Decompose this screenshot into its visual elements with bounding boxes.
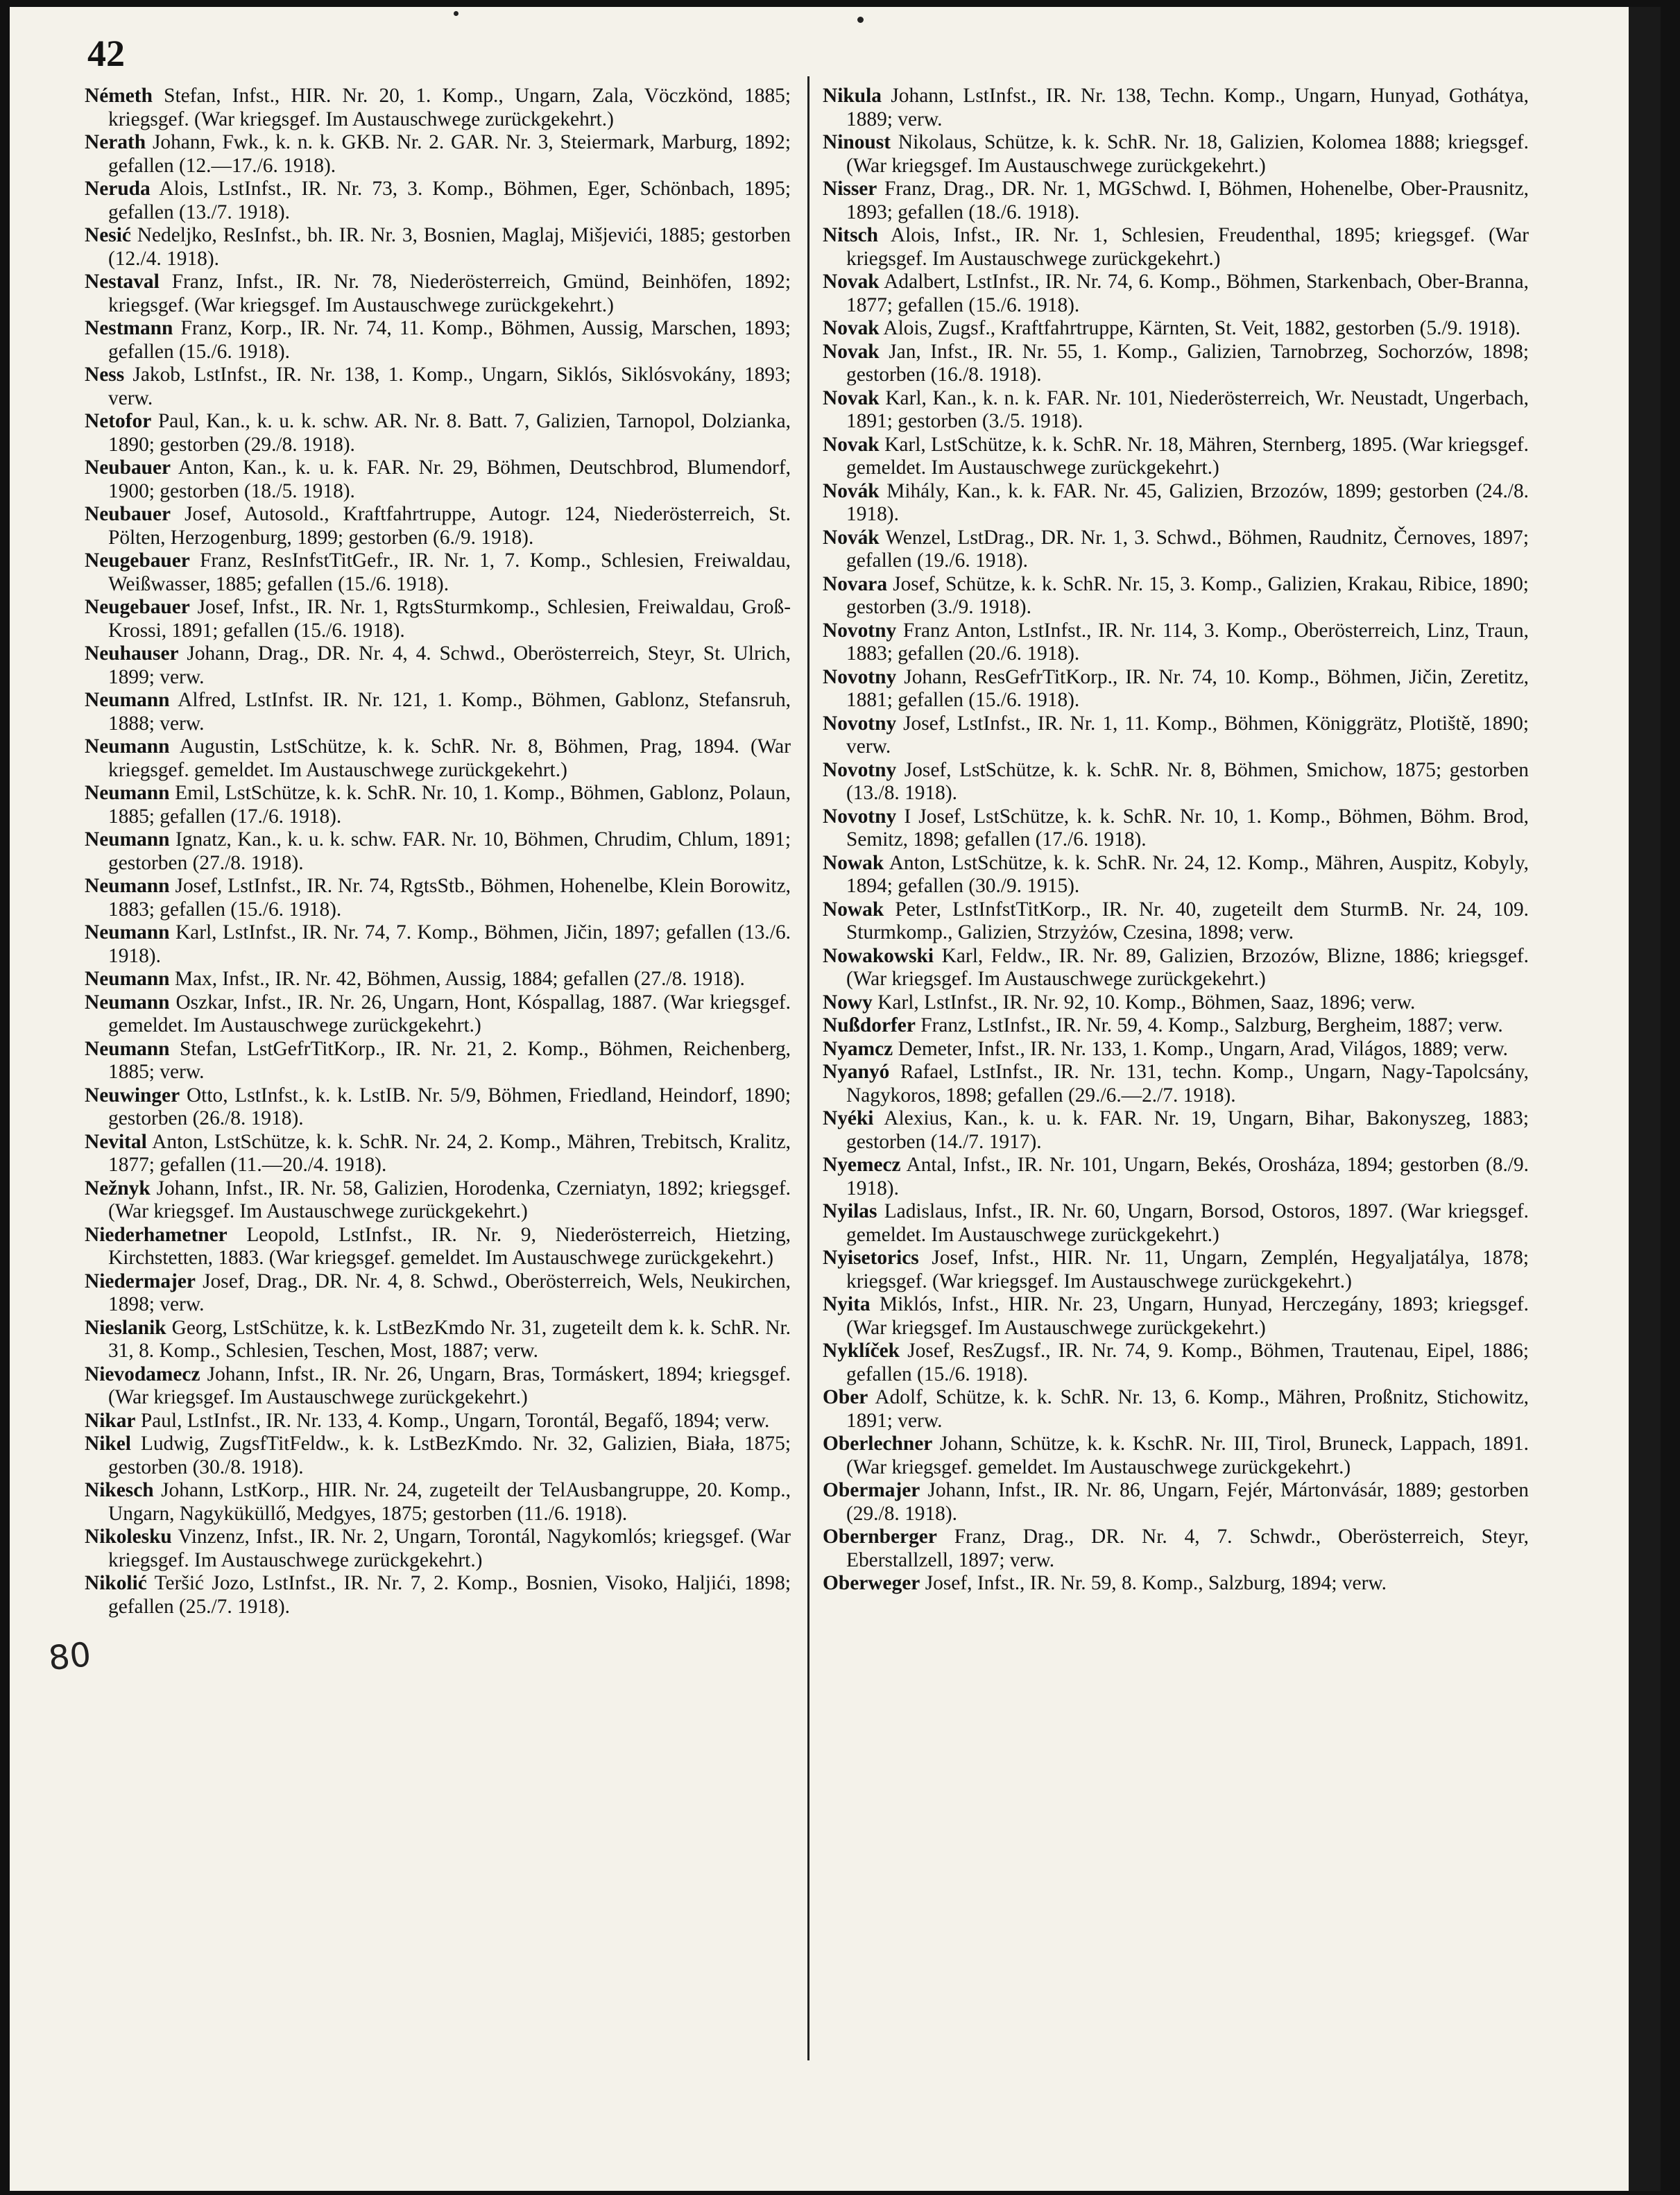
entry-surname: Neumann bbox=[85, 875, 170, 897]
entry-surname: Nyamcz bbox=[823, 1037, 893, 1060]
entry-details: Mihály, Kan., k. k. FAR. Nr. 45, Galizien, Brzozów, 1899; gestorben (24./8. 1918). bbox=[846, 479, 1529, 525]
entry-details: Franz, Korp., IR. Nr. 74, 11. Komp., Böhmen, Aussig, Marschen, 1893; gefallen (15./6. 1918). bbox=[108, 317, 791, 363]
register-entry bbox=[85, 991, 791, 1038]
entry-surname: Nestmann bbox=[85, 317, 173, 339]
scan-speck bbox=[857, 17, 864, 23]
entry-surname: Nyklíček bbox=[823, 1340, 900, 1362]
entry-surname: Nyita bbox=[823, 1293, 871, 1315]
entry-details: Oszkar, Infst., IR. Nr. 26, Ungarn, Hont, Kóspallag, 1887. (War kriegsgef. gemeldet. Im Austauschwege zurückgekehrt.) bbox=[108, 991, 791, 1036]
register-entry bbox=[823, 666, 1529, 712]
entry-details: Johann, Fwk., k. n. k. GKB. Nr. 2. GAR. Nr. 3, Steiermark, Marburg, 1892; gefallen (12.—17./6. 1918). bbox=[108, 131, 791, 177]
entry-details: Stefan, Infst., HIR. Nr. 20, 1. Komp., Ungarn, Zala, Vöczkönd, 1885; kriegsgef. (War kriegsgef. Im Austauschwege zurückgekehrt.) bbox=[108, 85, 791, 130]
entry-details: Josef, Drag., DR. Nr. 4, 8. Schwd., Oberösterreich, Wels, Neukirchen, 1898; verw. bbox=[108, 1270, 791, 1315]
entry-details: Otto, LstInfst., k. k. LstIB. Nr. 5/9, Böhmen, Friedland, Heindorf, 1890; gestorben (26./8. 1918). bbox=[108, 1084, 791, 1129]
entry-surname: Nisser bbox=[823, 178, 877, 200]
entry-details: Josef, LstSchütze, k. k. SchR. Nr. 8, Böhmen, Smichow, 1875; gestorben (13./8. 1918). bbox=[846, 758, 1529, 804]
register-entry bbox=[85, 317, 791, 364]
entry-details: Max, Infst., IR. Nr. 42, Böhmen, Aussig, 1884; gefallen (27./8. 1918). bbox=[174, 968, 745, 990]
entry-surname: Niederhametner bbox=[85, 1223, 228, 1246]
entry-surname: Nitsch bbox=[823, 224, 879, 246]
register-entry bbox=[823, 434, 1529, 480]
entry-details: Josef, Infst., IR. Nr. 1, RgtsSturmkomp., Schlesien, Freiwaldau, Groß-Krossi, 1891; gefallen (15./6. 1918). bbox=[108, 596, 791, 642]
register-entry bbox=[823, 1293, 1529, 1340]
entry-details: Franz, Drag., DR. Nr. 4, 7. Schwdr., Oberösterreich, Steyr, Eberstallzell, 1897; verw. bbox=[846, 1526, 1529, 1571]
entry-details: Alois, Zugsf., Kraftfahrtruppe, Kärnten, St. Veit, 1882, gestorben (5./9. 1918). bbox=[883, 317, 1520, 339]
register-entry bbox=[823, 85, 1529, 131]
register-entry bbox=[823, 1572, 1529, 1596]
register-entry bbox=[85, 1317, 791, 1363]
register-entry bbox=[823, 852, 1529, 898]
entry-details: Ludwig, ZugsfTitFeldw., k. k. LstBezKmdo. Nr. 32, Galizien, Biała, 1875; gestorben (30./8. 1918). bbox=[108, 1433, 791, 1478]
register-entry bbox=[85, 1177, 791, 1224]
entry-surname: Nikolić bbox=[85, 1572, 147, 1594]
register-entry bbox=[823, 317, 1529, 341]
register-entry bbox=[85, 968, 791, 991]
entry-surname: Nowak bbox=[823, 851, 884, 874]
entry-details: Johann, Infst., IR. Nr. 86, Ungarn, Fejér, Mártonvásár, 1889; gestorben (29./8. 1918). bbox=[846, 1479, 1529, 1525]
register-entry bbox=[85, 549, 791, 596]
entry-details: Vinzenz, Infst., IR. Nr. 2, Ungarn, Torontál, Nagykomlós; kriegsgef. (War kriegsgef. Im Austauschwege zurückgekehrt.) bbox=[108, 1526, 791, 1571]
entry-details: Johann, LstKorp., HIR. Nr. 24, zugeteilt der TelAusbangruppe, 20. Komp., Ungarn, Nagyküküllő, Medgyes, 1875; gestorben (11./6. 1918). bbox=[108, 1479, 791, 1525]
register-entry bbox=[823, 527, 1529, 573]
entry-details: Johann, Infst., IR. Nr. 26, Ungarn, Bras, Tormáskert, 1894; kriegsgef. (War kriegsgef. Im Austauschwege zurückgekehrt.) bbox=[108, 1363, 791, 1408]
scan-edge bbox=[1629, 7, 1661, 2191]
entry-details: Anton, Kan., k. u. k. FAR. Nr. 29, Böhmen, Deutschbrod, Blumendorf, 1900; gestorben (18./5. 1918). bbox=[108, 456, 791, 502]
entry-surname: Neumann bbox=[85, 968, 170, 990]
entry-surname: Neumann bbox=[85, 782, 170, 804]
entry-surname: Neumann bbox=[85, 689, 170, 711]
register-entry bbox=[823, 224, 1529, 271]
register-entry bbox=[85, 828, 791, 875]
entry-details: Franz Anton, LstInfst., IR. Nr. 114, 3. Komp., Oberösterreich, Linz, Traun, 1883; gefallen (20./6. 1918). bbox=[846, 619, 1529, 665]
entry-details: Ignatz, Kan., k. u. k. schw. FAR. Nr. 10, Böhmen, Chrudim, Chlum, 1891; gestorben (27./8. 1918). bbox=[108, 828, 791, 874]
entry-details: Franz, Drag., DR. Nr. 1, MGSchwd. I, Böhmen, Hohenelbe, Ober-Prausnitz, 1893; gefallen (18./6. 1918). bbox=[846, 178, 1529, 223]
entry-details: Josef, ResZugsf., IR. Nr. 74, 9. Komp., Böhmen, Trautenau, Eipel, 1886; gefallen (15./6. 1918). bbox=[846, 1340, 1529, 1385]
entry-surname: Novak bbox=[823, 386, 880, 409]
entry-details: Alfred, LstInfst. IR. Nr. 121, 1. Komp., Böhmen, Gablonz, Stefansruh, 1888; verw. bbox=[108, 689, 791, 735]
entry-surname: Neruda bbox=[85, 178, 151, 200]
entry-details: Johann, Drag., DR. Nr. 4, 4. Schwd., Oberösterreich, Steyr, St. Ulrich, 1899; verw. bbox=[108, 642, 791, 688]
entry-details: Josef, Infst., IR. Nr. 59, 8. Komp., Salzburg, 1894; verw. bbox=[925, 1572, 1387, 1594]
entry-surname: Nikula bbox=[823, 85, 882, 107]
register-entry bbox=[823, 1107, 1529, 1154]
register-entry bbox=[823, 1200, 1529, 1247]
entry-surname: Nikel bbox=[85, 1433, 131, 1455]
register-entry bbox=[85, 1410, 791, 1433]
entry-details: Leopold, LstInfst., IR. Nr. 9, Niederösterreich, Hietzing, Kirchstetten, 1883. (War kriegsgef. gemeldet. Im Austauschwege zurückgekehrt.) bbox=[108, 1223, 791, 1269]
entry-surname: Nyanyó bbox=[823, 1061, 890, 1083]
entry-details: Wenzel, LstDrag., DR. Nr. 1, 3. Schwd., Böhmen, Raudnitz, Černoves, 1897; gefallen (19./6. 1918). bbox=[846, 526, 1529, 572]
entry-surname: Nestaval bbox=[85, 271, 160, 293]
register-entry bbox=[823, 1014, 1529, 1038]
entry-surname: Novotny bbox=[823, 805, 897, 828]
register-entry bbox=[823, 1061, 1529, 1107]
register-entry bbox=[85, 875, 791, 921]
scan-speck bbox=[454, 11, 458, 16]
entry-details: Josef, LstInfst., IR. Nr. 74, RgtsStb., Böhmen, Hohenelbe, Klein Borowitz, 1883; gefallen (15./6. 1918). bbox=[108, 875, 791, 921]
entry-surname: Nyilas bbox=[823, 1200, 877, 1222]
entry-details: Paul, Kan., k. u. k. schw. AR. Nr. 8. Batt. 7, Galizien, Tarnopol, Dolzianka, 1890; gestorben (29./8. 1918). bbox=[108, 410, 791, 456]
register-entry bbox=[823, 945, 1529, 991]
entry-surname: Németh bbox=[85, 85, 153, 107]
register-entry bbox=[823, 898, 1529, 945]
column-divider bbox=[807, 76, 809, 2060]
register-entry bbox=[85, 1038, 791, 1084]
register-entry bbox=[85, 364, 791, 410]
register-entry bbox=[85, 1363, 791, 1410]
entry-details: Peter, LstInfstTitKorp., IR. Nr. 40, zugeteilt dem SturmB. Nr. 24, 109. Sturmkomp., Galizien, Strzyżów, Czesina, 1898; verw. bbox=[846, 898, 1529, 943]
entry-details: Karl, LstInfst., IR. Nr. 92, 10. Komp., Böhmen, Saaz, 1896; verw. bbox=[877, 991, 1416, 1014]
entry-details: Josef, Schütze, k. k. SchR. Nr. 15, 3. Komp., Galizien, Krakau, Ribice, 1890; gestorben (3./9. 1918). bbox=[846, 572, 1529, 618]
entry-details: Georg, LstSchütze, k. k. LstBezKmdo Nr. 31, zugeteilt dem k. k. SchR. Nr. 31, 8. Komp., Schlesien, Teschen, Most, 1887; verw. bbox=[108, 1316, 791, 1362]
entry-surname: Novak bbox=[823, 340, 880, 363]
entry-details: Karl, LstInfst., IR. Nr. 74, 7. Komp., Böhmen, Jičin, 1897; gefallen (13./6. 1918). bbox=[108, 921, 791, 967]
entry-surname: Neumann bbox=[85, 828, 170, 851]
register-entry bbox=[823, 1247, 1529, 1293]
entry-details: Franz, LstInfst., IR. Nr. 59, 4. Komp., Salzburg, Bergheim, 1887; verw. bbox=[920, 1014, 1503, 1036]
entry-details: Franz, Infst., IR. Nr. 78, Niederösterreich, Gmünd, Beinhöfen, 1892; kriegsgef. (War kriegsgef. Im Austauschwege zurückgekehrt.) bbox=[108, 271, 791, 316]
register-entry bbox=[85, 1433, 791, 1479]
entry-surname: Nußdorfer bbox=[823, 1014, 916, 1036]
entry-surname: Novák bbox=[823, 479, 880, 502]
register-entry bbox=[85, 596, 791, 642]
entry-surname: Neuwinger bbox=[85, 1084, 180, 1107]
register-entry bbox=[823, 131, 1529, 178]
entry-surname: Novak bbox=[823, 271, 880, 293]
entry-details: Antal, Infst., IR. Nr. 101, Ungarn, Bekés, Orosháza, 1894; gestorben (8./9. 1918). bbox=[846, 1154, 1529, 1199]
entry-surname: Nowy bbox=[823, 991, 873, 1014]
entry-details: Anton, LstSchütze, k. k. SchR. Nr. 24, 12. Komp., Mähren, Auspitz, Kobyly, 1894; gefallen (30./9. 1915). bbox=[846, 851, 1529, 897]
register-entry bbox=[85, 1084, 791, 1131]
entry-surname: Nievodamecz bbox=[85, 1363, 200, 1385]
entry-surname: Neumann bbox=[85, 991, 170, 1014]
entry-details: Ladislaus, Infst., IR. Nr. 60, Ungarn, Borsod, Ostoros, 1897. (War kriegsgef. gemeldet. Im Austauschwege zurückgekehrt.) bbox=[846, 1200, 1529, 1246]
register-entry bbox=[85, 1270, 791, 1317]
register-entry bbox=[823, 178, 1529, 224]
entry-surname: Nevital bbox=[85, 1130, 147, 1153]
register-entry bbox=[85, 503, 791, 549]
register-entry bbox=[823, 620, 1529, 666]
register-entry bbox=[823, 712, 1529, 759]
entry-surname: Obernberger bbox=[823, 1526, 937, 1548]
page-number: 42 bbox=[87, 33, 125, 74]
register-entry bbox=[85, 456, 791, 503]
register-entry bbox=[85, 178, 791, 224]
handwritten-margin-note: 80 bbox=[46, 1634, 93, 1679]
entry-details: Johann, Schütze, k. k. KschR. Nr. III, Tirol, Bruneck, Lappach, 1891. (War kriegsgef. gemeldet. Im Austauschwege zurückgekehrt.) bbox=[846, 1433, 1529, 1478]
entry-surname: Ninoust bbox=[823, 131, 891, 153]
register-entry bbox=[85, 1224, 791, 1270]
entry-surname: Nežnyk bbox=[85, 1177, 151, 1199]
entry-surname: Neumann bbox=[85, 735, 170, 758]
entry-surname: Nyemecz bbox=[823, 1154, 901, 1176]
entry-details: Karl, Kan., k. n. k. FAR. Nr. 101, Niederösterreich, Wr. Neustadt, Ungerbach, 1891; gestorben (3./5. 1918). bbox=[846, 386, 1529, 432]
register-entry bbox=[85, 689, 791, 735]
entry-details: Stefan, LstGefrTitKorp., IR. Nr. 21, 2. Komp., Böhmen, Reichenberg, 1885; verw. bbox=[108, 1037, 791, 1083]
entry-details: Johann, Infst., IR. Nr. 58, Galizien, Horodenka, Czerniatyn, 1892; kriegsgef. (War kriegsgef. Im Austauschwege zurückgekehrt.) bbox=[108, 1177, 791, 1222]
register-entry bbox=[823, 480, 1529, 527]
entry-details: Josef, LstInfst., IR. Nr. 1, 11. Komp., Böhmen, Königgrätz, Plotiště, 1890; verw. bbox=[846, 712, 1529, 758]
entry-surname: Nesić bbox=[85, 224, 131, 246]
entry-surname: Ober bbox=[823, 1386, 868, 1408]
entry-surname: Oberlechner bbox=[823, 1433, 933, 1455]
register-entry bbox=[823, 387, 1529, 434]
register-entry bbox=[85, 1572, 791, 1619]
entry-details: Josef, Infst., HIR. Nr. 11, Ungarn, Zemplén, Hegyaljatálya, 1878; kriegsgef. (War kriegsgef. Im Austauschwege zurückgekehrt.) bbox=[846, 1247, 1529, 1292]
entry-details: Teršić Jozo, LstInfst., IR. Nr. 7, 2. Komp., Bosnien, Visoko, Haljići, 1898; gefallen (25./7. 1918). bbox=[108, 1572, 791, 1618]
entry-surname: Nikar bbox=[85, 1409, 136, 1432]
entry-details: Karl, LstSchütze, k. k. SchR. Nr. 18, Mähren, Sternberg, 1895. (War kriegsgef. gemeldet. Im Austauschwege zurückgekehrt.) bbox=[846, 433, 1529, 479]
register-entry bbox=[823, 759, 1529, 805]
entry-surname: Oberweger bbox=[823, 1572, 920, 1594]
entry-surname: Ness bbox=[85, 364, 125, 386]
entry-surname: Netofor bbox=[85, 410, 152, 432]
entry-surname: Nowakowski bbox=[823, 944, 934, 967]
entry-surname: Neubauer bbox=[85, 456, 171, 479]
entry-surname: Nerath bbox=[85, 131, 146, 153]
entry-details: Alois, Infst., IR. Nr. 1, Schlesien, Freudenthal, 1895; kriegsgef. (War kriegsgef. Im Austauschwege zurückgekehrt.) bbox=[846, 224, 1529, 270]
register-entry bbox=[85, 1479, 791, 1526]
entry-surname: Novotny bbox=[823, 665, 897, 688]
right-column bbox=[823, 85, 1529, 1596]
entry-surname: Neugebauer bbox=[85, 549, 190, 572]
register-entry bbox=[85, 410, 791, 456]
entry-details: Karl, Feldw., IR. Nr. 89, Galizien, Brzozów, Blizne, 1886; kriegsgef. (War kriegsgef. Im Austauschwege zurückgekehrt.) bbox=[846, 944, 1529, 990]
document-page bbox=[10, 7, 1661, 2191]
entry-surname: Novák bbox=[823, 526, 880, 549]
register-entry bbox=[85, 1526, 791, 1572]
entry-details: Demeter, Infst., IR. Nr. 133, 1. Komp., Ungarn, Arad, Világos, 1889; verw. bbox=[898, 1037, 1509, 1060]
register-entry bbox=[823, 991, 1529, 1015]
entry-details: Miklós, Infst., HIR. Nr. 23, Ungarn, Hunyad, Herczegány, 1893; kriegsgef. (War kriegsgef. Im Austauschwege zurückgekehrt.) bbox=[846, 1293, 1529, 1339]
entry-surname: Novotny bbox=[823, 619, 897, 642]
entry-details: Johann, ResGefrTitKorp., IR. Nr. 74, 10. Komp., Böhmen, Jičin, Zeretitz, 1881; gefallen (15./6. 1918). bbox=[846, 665, 1529, 711]
register-entry bbox=[823, 271, 1529, 317]
register-entry bbox=[823, 1038, 1529, 1061]
entry-details: Adalbert, LstInfst., IR. Nr. 74, 6. Komp., Böhmen, Starkenbach, Ober-Branna, 1877; gefallen (15./6. 1918). bbox=[846, 271, 1529, 316]
entry-surname: Novara bbox=[823, 572, 888, 595]
entry-surname: Novak bbox=[823, 433, 880, 456]
entry-details: Rafael, LstInfst., IR. Nr. 131, techn. Komp., Ungarn, Nagy-Tapolcsány, Nagykoros, 1898; gefallen (29./6.—2./7. 1918). bbox=[846, 1061, 1529, 1107]
register-entry bbox=[823, 805, 1529, 852]
register-entry bbox=[823, 1154, 1529, 1200]
entry-surname: Obermajer bbox=[823, 1479, 920, 1501]
register-entry bbox=[85, 921, 791, 968]
entry-details: Alexius, Kan., k. u. k. FAR. Nr. 19, Ungarn, Bihar, Bakonyszeg, 1883; gestorben (14./7. 1917). bbox=[846, 1107, 1529, 1153]
entry-surname: Nieslanik bbox=[85, 1316, 166, 1339]
entry-surname: Neumann bbox=[85, 1037, 170, 1060]
entry-details: Josef, Autosold., Kraftfahrtruppe, Autogr. 124, Niederösterreich, St. Pölten, Herzogenburg, 1899; gestorben (6./9. 1918). bbox=[108, 503, 791, 549]
register-entry bbox=[85, 224, 791, 271]
entry-surname: Neumann bbox=[85, 921, 170, 943]
entry-surname: Nowak bbox=[823, 898, 884, 921]
entry-details: Augustin, LstSchütze, k. k. SchR. Nr. 8, Böhmen, Prag, 1894. (War kriegsgef. gemeldet. Im Austauschwege zurückgekehrt.) bbox=[108, 735, 791, 781]
register-entry bbox=[823, 1526, 1529, 1572]
entry-surname: Novotny bbox=[823, 758, 897, 781]
register-entry bbox=[85, 642, 791, 689]
entry-details: Adolf, Schütze, k. k. SchR. Nr. 13, 6. Komp., Mähren, Proßnitz, Stichowitz, 1891; verw. bbox=[846, 1386, 1529, 1432]
entry-details: Johann, LstInfst., IR. Nr. 138, Techn. Komp., Ungarn, Hunyad, Gothátya, 1889; verw. bbox=[846, 85, 1529, 130]
register-entry bbox=[85, 131, 791, 178]
entry-details: Jan, Infst., IR. Nr. 55, 1. Komp., Galizien, Tarnobrzeg, Sochorzów, 1898; gestorben (16./8. 1918). bbox=[846, 340, 1529, 386]
register-entry bbox=[85, 85, 791, 131]
entry-details: Paul, LstInfst., IR. Nr. 133, 4. Komp., Ungarn, Torontál, Begafő, 1894; verw. bbox=[140, 1409, 770, 1432]
entry-surname: Nikesch bbox=[85, 1479, 154, 1501]
left-column bbox=[85, 85, 791, 1619]
entry-details: Jakob, LstInfst., IR. Nr. 138, 1. Komp., Ungarn, Siklós, Siklósvokány, 1893; verw. bbox=[108, 364, 791, 409]
register-entry bbox=[85, 735, 791, 782]
entry-details: Nikolaus, Schütze, k. k. SchR. Nr. 18, Galizien, Kolomea 1888; kriegsgef. (War kriegsgef. Im Austauschwege zurückgekehrt.) bbox=[846, 131, 1529, 177]
entry-details: I Josef, LstSchütze, k. k. SchR. Nr. 10, 1. Komp., Böhmen, Böhm. Brod, Semitz, 1898; gefallen (17./6. 1918). bbox=[846, 805, 1529, 851]
entry-details: Alois, LstInfst., IR. Nr. 73, 3. Komp., Böhmen, Eger, Schönbach, 1895; gefallen (13./7. 1918). bbox=[108, 178, 791, 223]
register-entry bbox=[85, 1131, 791, 1177]
register-entry bbox=[85, 271, 791, 317]
entry-surname: Niedermajer bbox=[85, 1270, 196, 1292]
entry-surname: Novak bbox=[823, 317, 880, 339]
register-entry bbox=[823, 341, 1529, 387]
entry-surname: Neuhauser bbox=[85, 642, 179, 665]
register-entry bbox=[85, 782, 791, 828]
entry-details: Emil, LstSchütze, k. k. SchR. Nr. 10, 1. Komp., Böhmen, Gablonz, Polaun, 1885; gefallen (17./6. 1918). bbox=[108, 782, 791, 828]
entry-surname: Neubauer bbox=[85, 503, 171, 525]
register-entry bbox=[823, 1433, 1529, 1479]
entry-surname: Novotny bbox=[823, 712, 897, 735]
entry-surname: Nyisetorics bbox=[823, 1247, 919, 1269]
register-entry bbox=[823, 1479, 1529, 1526]
register-entry bbox=[823, 573, 1529, 620]
entry-surname: Nikolesku bbox=[85, 1526, 172, 1548]
register-entry bbox=[823, 1340, 1529, 1386]
entry-surname: Neugebauer bbox=[85, 596, 190, 618]
entry-surname: Nyéki bbox=[823, 1107, 874, 1129]
register-entry bbox=[823, 1386, 1529, 1433]
entry-details: Nedeljko, ResInfst., bh. IR. Nr. 3, Bosnien, Maglaj, Mišjevići, 1885; gestorben (12./4. 1918). bbox=[108, 224, 791, 270]
entry-details: Anton, LstSchütze, k. k. SchR. Nr. 24, 2. Komp., Mähren, Trebitsch, Kralitz, 1877; gefallen (11.—20./4. 1918). bbox=[108, 1130, 791, 1176]
entry-details: Franz, ResInfstTitGefr., IR. Nr. 1, 7. Komp., Schlesien, Freiwaldau, Weißwasser, 1885; gefallen (15./6. 1918). bbox=[108, 549, 791, 595]
